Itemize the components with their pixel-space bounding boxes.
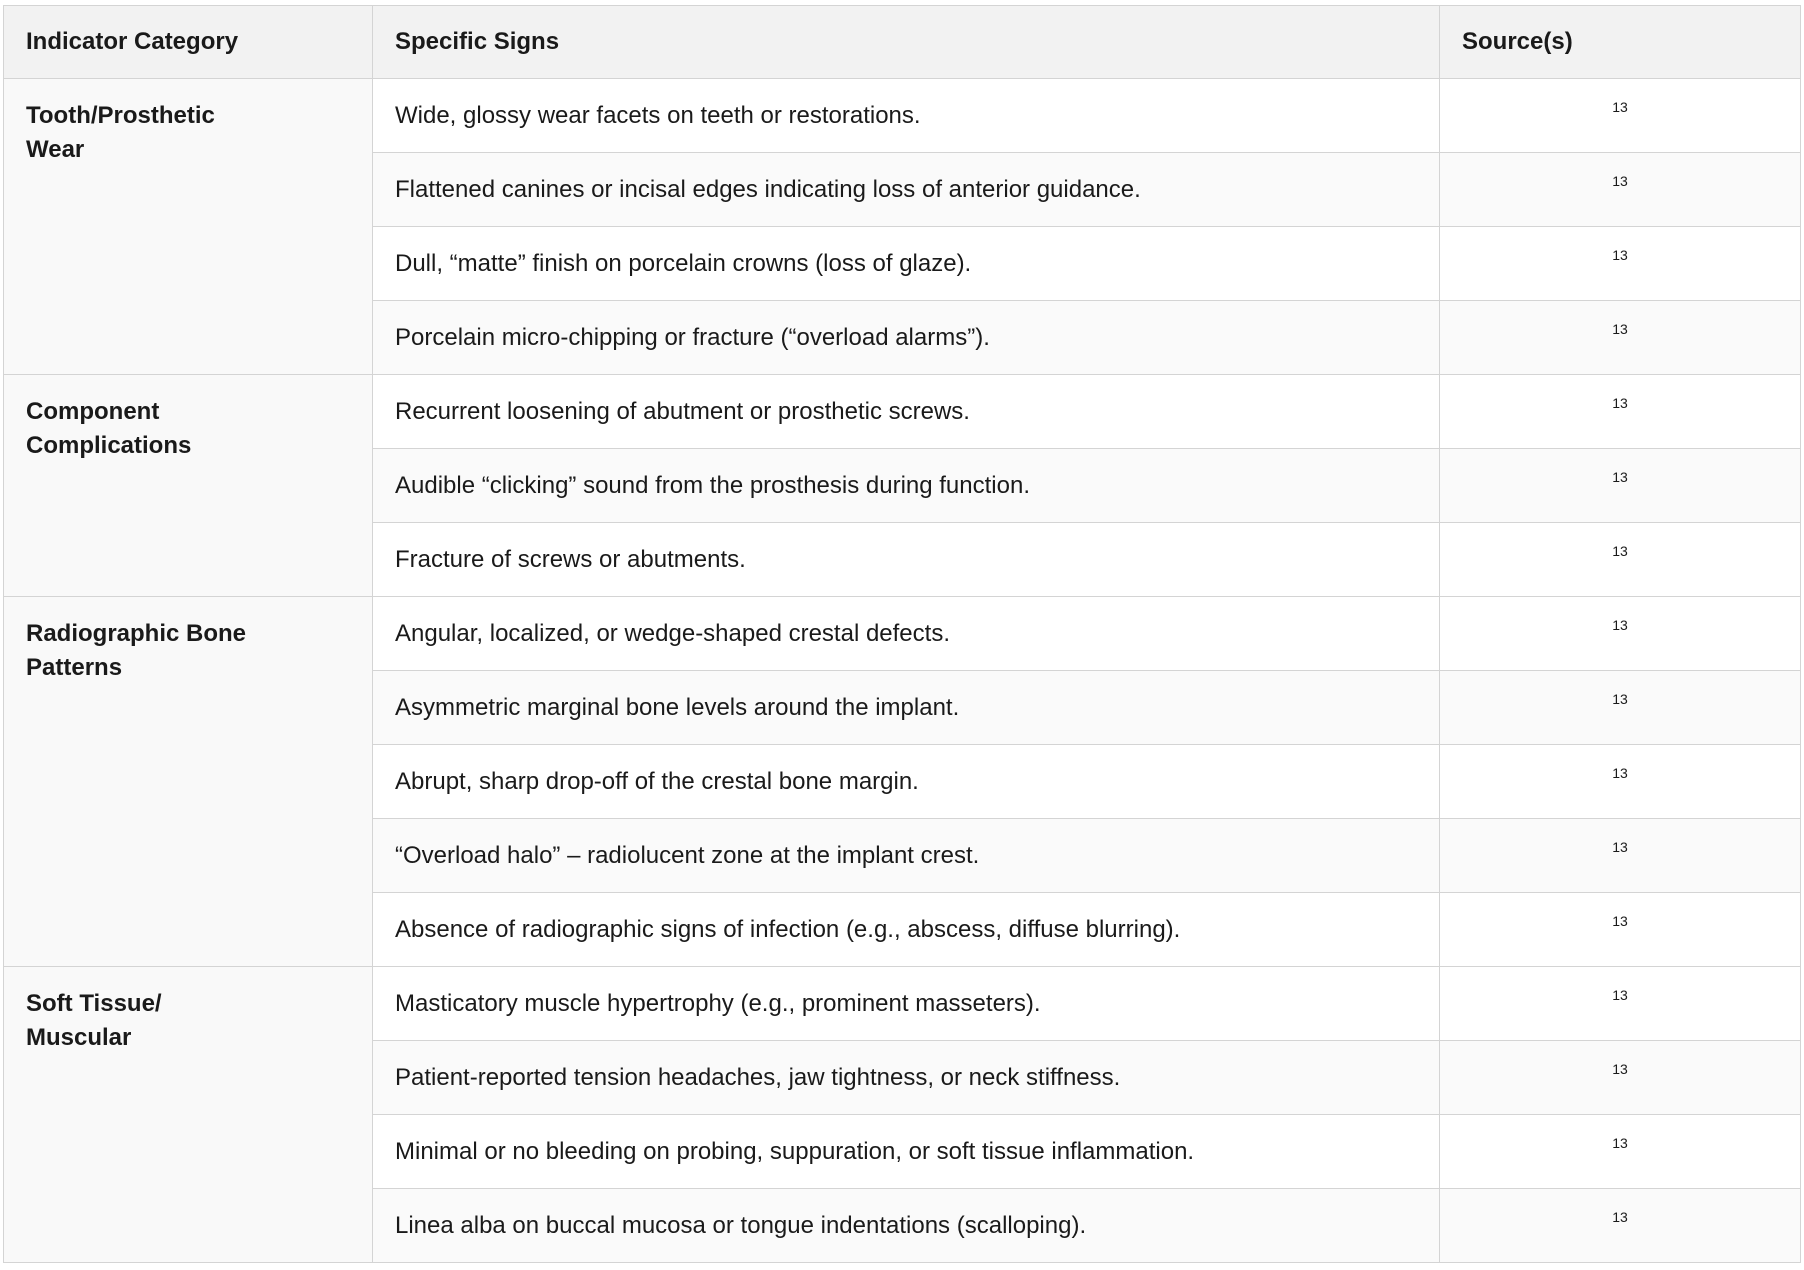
- sign-cell: Linea alba on buccal mucosa or tongue indentations (scalloping).: [373, 1189, 1440, 1263]
- table-row: [4, 79, 1801, 153]
- category-cell: [4, 967, 373, 1263]
- sign-cell: Audible “clicking” sound from the prosthesis during function.: [373, 449, 1440, 523]
- source-cell: 13: [1440, 227, 1801, 301]
- sign-cell: Recurrent loosening of abutment or prosthetic screws.: [373, 375, 1440, 449]
- source-cell: 13: [1440, 375, 1801, 449]
- source-cell: 13: [1440, 819, 1801, 893]
- sign-cell: Dull, “matte” finish on porcelain crowns (loss of glaze).: [373, 227, 1440, 301]
- source-cell: 13: [1440, 1115, 1801, 1189]
- header-indicator-category: Indicator Category: [4, 6, 373, 79]
- table-row: [4, 967, 1801, 1041]
- sign-cell: Fracture of screws or abutments.: [373, 523, 1440, 597]
- header-sources: Source(s): [1440, 6, 1801, 79]
- sign-cell: Patient-reported tension headaches, jaw tightness, or neck stiffness.: [373, 1041, 1440, 1115]
- sign-cell: Abrupt, sharp drop-off of the crestal bone margin.: [373, 745, 1440, 819]
- source-cell: 13: [1440, 301, 1801, 375]
- source-cell: 13: [1440, 1189, 1801, 1263]
- sign-cell: Flattened canines or incisal edges indicating loss of anterior guidance.: [373, 153, 1440, 227]
- source-cell: 13: [1440, 745, 1801, 819]
- category-label: Tooth/Prosthetic Wear: [26, 102, 215, 163]
- category-label: Soft Tissue/ Muscular: [26, 990, 162, 1051]
- source-cell: 13: [1440, 1041, 1801, 1115]
- table-header-row: [4, 6, 1801, 79]
- source-cell: 13: [1440, 967, 1801, 1041]
- header-specific-signs: Specific Signs: [373, 6, 1440, 79]
- category-cell: [4, 79, 373, 375]
- source-cell: 13: [1440, 153, 1801, 227]
- sign-cell: “Overload halo” – radiolucent zone at the implant crest.: [373, 819, 1440, 893]
- sign-cell: Asymmetric marginal bone levels around the implant.: [373, 671, 1440, 745]
- source-cell: 13: [1440, 893, 1801, 967]
- sign-cell: Porcelain micro-chipping or fracture (“overload alarms”).: [373, 301, 1440, 375]
- source-cell: 13: [1440, 449, 1801, 523]
- category-cell: [4, 597, 373, 967]
- category-cell: [4, 375, 373, 597]
- sign-cell: Masticatory muscle hypertrophy (e.g., prominent masseters).: [373, 967, 1440, 1041]
- sign-cell: Absence of radiographic signs of infection (e.g., abscess, diffuse blurring).: [373, 893, 1440, 967]
- sign-cell: Minimal or no bleeding on probing, suppuration, or soft tissue inflammation.: [373, 1115, 1440, 1189]
- indicator-table-container: [3, 5, 1800, 1263]
- indicator-table: [3, 5, 1801, 1263]
- sign-cell: Angular, localized, or wedge-shaped crestal defects.: [373, 597, 1440, 671]
- source-cell: 13: [1440, 79, 1801, 153]
- category-label: Component Complications: [26, 398, 192, 459]
- sign-cell: Wide, glossy wear facets on teeth or restorations.: [373, 79, 1440, 153]
- source-cell: 13: [1440, 523, 1801, 597]
- table-row: [4, 375, 1801, 449]
- source-cell: 13: [1440, 671, 1801, 745]
- table-row: [4, 597, 1801, 671]
- category-label: Radiographic Bone Patterns: [26, 620, 247, 681]
- source-cell: 13: [1440, 597, 1801, 671]
